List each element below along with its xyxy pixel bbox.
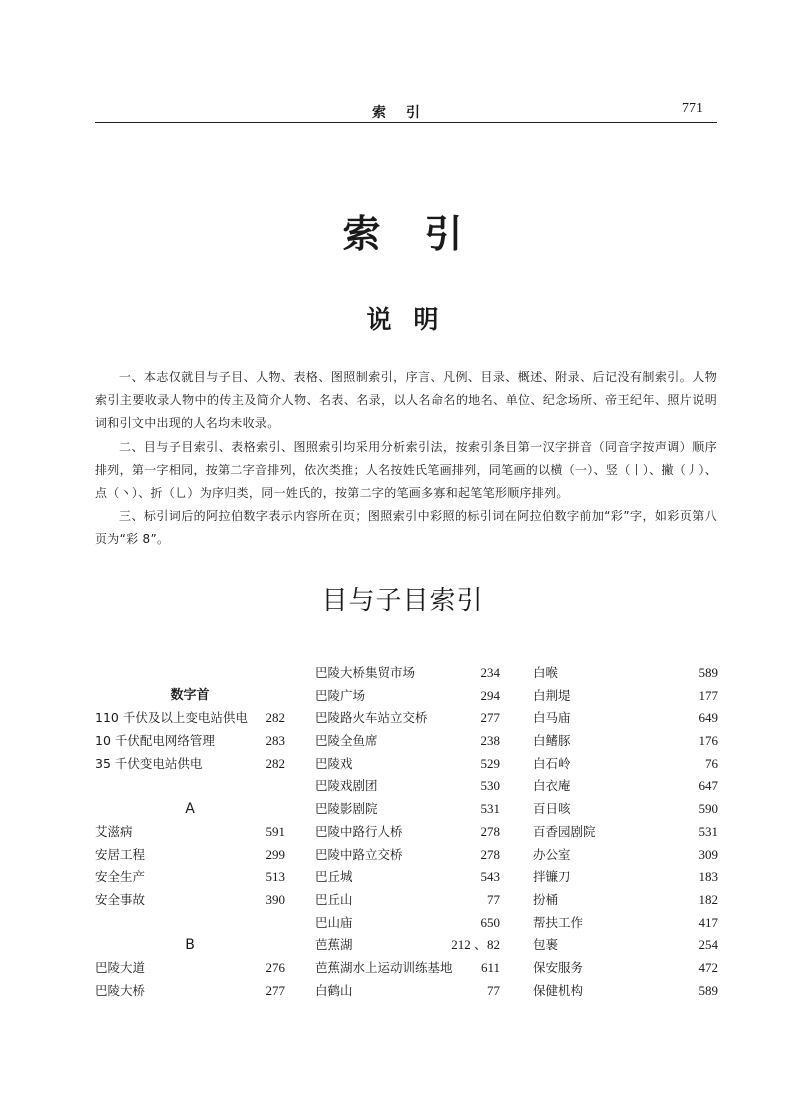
- index-page-ref: 176: [698, 733, 718, 749]
- index-term: 巴陵路火车站立交桥: [315, 710, 428, 726]
- index-entry: [533, 753, 718, 776]
- index-entry: [315, 912, 500, 935]
- index-page-ref: 472: [698, 959, 718, 975]
- index-entry: [533, 798, 718, 821]
- index-page-ref: 543: [480, 869, 500, 885]
- index-term: 白荆堤: [533, 687, 571, 703]
- index-entry: [533, 685, 718, 708]
- index-term: 扮桶: [533, 891, 559, 907]
- index-entry: [533, 844, 718, 867]
- index-term: 巴陵戏剧团: [315, 778, 378, 794]
- index-page-ref: 277: [265, 982, 285, 998]
- note-paragraph: 三、标引词后的阿拉伯数字表示内容所在页；图照索引中彩照的标引词在阿拉伯数字前加“彩”字，如彩页第八页为“彩 8”。: [95, 509, 717, 547]
- index-page-ref: 531: [698, 823, 718, 839]
- index-entry: [315, 844, 500, 867]
- section-title: 目与子目索引: [321, 586, 484, 616]
- index-entry: [315, 685, 500, 708]
- index-entry: [315, 707, 500, 730]
- index-term: 巴陵全鱼席: [315, 733, 378, 749]
- index-entry: [95, 957, 285, 980]
- running-title: 索引: [372, 105, 440, 121]
- index-page-ref: 390: [265, 891, 285, 907]
- index-term: 巴山庙: [315, 914, 353, 930]
- index-page-ref: 238: [480, 733, 500, 749]
- index-term: 拌镰刀: [533, 869, 571, 885]
- note-paragraph: 一、本志仅就目与子目、人物、表格、图照制索引，序言、凡例、目录、概述、附录、后记没有制索引。人物索引主要收录人物中的传主及简介人物、名表、名录，以人名命名的地名、单位、纪念场所、帝王纪年、照片说明词和引文中出现的人名均未收录。: [95, 370, 717, 431]
- index-entry: [315, 980, 500, 1003]
- index-page-ref: 513: [265, 869, 285, 885]
- explanation-heading: 说明: [366, 305, 461, 334]
- index-page-ref: 589: [698, 982, 718, 998]
- index-column-2: [315, 662, 500, 1002]
- index-entry: [315, 934, 500, 957]
- index-entry: [533, 957, 718, 980]
- index-page-ref: 276: [265, 959, 285, 975]
- index-entry: [533, 866, 718, 889]
- index-entry: [315, 821, 500, 844]
- index-entry: [533, 980, 718, 1003]
- index-entry: [95, 889, 285, 912]
- index-page-ref: 647: [698, 778, 718, 794]
- index-page-ref: 182: [698, 891, 718, 907]
- index-page-ref: 234: [480, 665, 500, 680]
- index-page-ref: 529: [480, 755, 500, 771]
- index-term: 安全事故: [95, 891, 146, 907]
- index-group-heading: 数字首: [170, 687, 210, 703]
- index-page-ref: 531: [480, 801, 500, 817]
- index-term: 巴陵大桥: [95, 982, 146, 998]
- page-title: 索引: [342, 212, 507, 256]
- index-entry: [95, 844, 285, 867]
- index-page-ref: 591: [265, 823, 285, 839]
- index-term: 百香园剧院: [533, 823, 596, 839]
- index-entry: [533, 707, 718, 730]
- index-page-ref: 254: [698, 937, 718, 953]
- index-spacer: [95, 662, 285, 685]
- index-term: 白衣庵: [533, 778, 571, 794]
- page-number: 771: [682, 101, 703, 116]
- index-term: 巴丘山: [315, 891, 353, 907]
- index-term: 巴陵广场: [315, 687, 366, 703]
- index-page-ref: 278: [480, 823, 500, 839]
- index-entry: [95, 980, 285, 1003]
- index-page-ref: 283: [265, 733, 285, 749]
- index-term: 保安服务: [533, 959, 584, 975]
- index-term: 白马庙: [533, 710, 571, 726]
- index-page-ref: 294: [480, 687, 500, 703]
- index-page-ref: 282: [265, 710, 285, 726]
- index-entry: [533, 912, 718, 935]
- index-term: 包裹: [533, 937, 559, 953]
- index-term: 芭蕉湖水上运动训练基地: [315, 959, 453, 975]
- index-letter-heading: B: [185, 937, 195, 954]
- index-term: 巴陵大道: [95, 959, 146, 975]
- index-term: 110 千伏及以上变电站供电: [95, 710, 248, 726]
- index-page-ref: 530: [480, 778, 500, 794]
- index-entry: [533, 662, 718, 685]
- index-entry: [95, 707, 285, 730]
- index-term: 帮扶工作: [533, 914, 584, 930]
- index-term: 安居工程: [95, 846, 146, 862]
- index-term: 办公室: [533, 846, 571, 862]
- index-page-ref: 611: [480, 959, 500, 975]
- index-entry: [95, 753, 285, 776]
- index-term: 巴陵中路行人桥: [315, 823, 403, 839]
- index-page-ref: 278: [480, 846, 500, 862]
- index-page-ref: 77: [487, 891, 500, 907]
- index-term: 35 千伏变电站供电: [95, 755, 203, 771]
- index-term: 芭蕉湖: [315, 937, 353, 953]
- index-page-ref: 590: [698, 801, 718, 817]
- index-spacer: [95, 775, 285, 798]
- index-page-ref: 299: [265, 846, 285, 862]
- index-entry: [315, 730, 500, 753]
- index-column-1: [95, 662, 285, 1002]
- index-page-ref: 183: [698, 869, 718, 885]
- index-page-ref: 589: [698, 665, 718, 680]
- index-term: 白石岭: [533, 755, 571, 771]
- index-entry: [533, 775, 718, 798]
- index-term: 10 千伏配电网络管理: [95, 733, 215, 749]
- index-spacer: [95, 912, 285, 935]
- index-page-ref: 649: [698, 710, 718, 726]
- index-entry: [533, 821, 718, 844]
- index-page-ref: 76: [705, 755, 718, 771]
- index-term: 白鹤山: [315, 982, 353, 998]
- index-term: 巴陵大桥集贸市场: [315, 665, 416, 680]
- index-term: 巴陵戏: [315, 755, 353, 771]
- index-page-ref: 177: [698, 687, 718, 703]
- explanation-notes: [95, 366, 717, 552]
- index-page-ref: 650: [480, 914, 500, 930]
- index-entry: [315, 753, 500, 776]
- index-page-ref: 277: [480, 710, 500, 726]
- index-term: 巴丘城: [315, 869, 353, 885]
- index-entry: [533, 889, 718, 912]
- index-term: 艾滋病: [95, 823, 133, 839]
- index-entry: [315, 798, 500, 821]
- index-term: 百日咳: [533, 801, 571, 817]
- index-term: 白鳍豚: [533, 733, 571, 749]
- index-entry: [315, 957, 500, 980]
- index-entry: [95, 821, 285, 844]
- index-entry: [95, 730, 285, 753]
- index-entry: [533, 934, 718, 957]
- index-entry: [95, 866, 285, 889]
- index-page-ref: 212 、82: [451, 937, 500, 953]
- running-head: [95, 92, 717, 123]
- index-term: 保健机构: [533, 982, 584, 998]
- index-page-ref: 282: [265, 755, 285, 771]
- index-term: 巴陵影剧院: [315, 801, 378, 817]
- index-page-ref: 417: [698, 914, 718, 930]
- index-entry: [315, 866, 500, 889]
- index-column-3: [533, 662, 718, 1002]
- index-entry: [315, 662, 500, 685]
- index-letter-heading: A: [185, 801, 195, 818]
- index-term: 安全生产: [95, 869, 146, 885]
- index-term: 白喉: [533, 665, 559, 680]
- index-page-ref: 77: [487, 982, 500, 998]
- index-entry: [315, 889, 500, 912]
- note-paragraph: 二、目与子目索引、表格索引、图照索引均采用分析索引法，按索引条目第一汉字拼音（同音字按声调）顺序排列，第一字相同，按第二字音排列，依次类推；人名按姓氏笔画排列，同笔画的以横（一）、竖（丨）、撇（丿）、点（丶）、折（乚）为序归类，同一姓氏的，按第二字的笔画多寡和起笔笔形顺序排列。: [95, 439, 717, 501]
- index-entry: [315, 775, 500, 798]
- index-page-ref: 309: [698, 846, 718, 862]
- index-entry: [533, 730, 718, 753]
- index-term: 巴陵中路立交桥: [315, 846, 403, 862]
